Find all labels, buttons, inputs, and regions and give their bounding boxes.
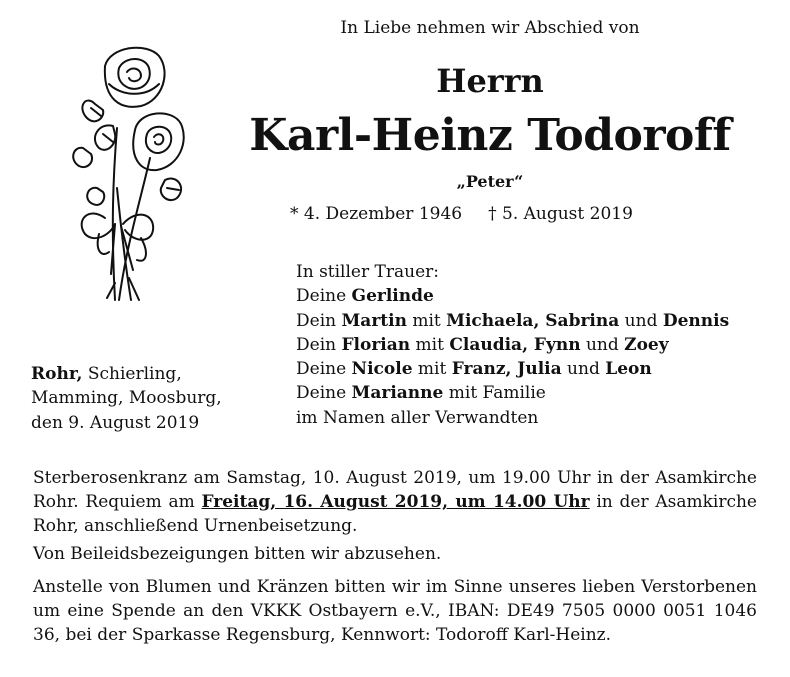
deceased-name: Karl-Heinz Todoroff bbox=[249, 110, 731, 161]
intro-line: In Liebe nehmen wir Abschied von bbox=[340, 18, 640, 38]
mourner-line: Deine Gerlinde bbox=[296, 286, 434, 307]
nickname: „Peter“ bbox=[456, 172, 524, 191]
death-date: † 5. August 2019 bbox=[488, 204, 633, 224]
service-info: Sterberosenkranz am Samstag, 10. August 2019, um 19.00 Uhr in der Asamkirche Rohr. Requiem am Freitag, 16. August 2019, um 14.00 Uhr in der Asamkirche Rohr, anschließend Urnenbeisetzung. bbox=[33, 468, 757, 536]
requiem-date: Freitag, 16. August 2019, um 14.00 Uhr bbox=[201, 492, 590, 512]
salutation: Herrn bbox=[436, 62, 544, 100]
birth-date: * 4. Dezember 1946 bbox=[290, 204, 463, 224]
donation-note: Anstelle von Blumen und Kränzen bitten wir im Sinne unseres lieben Verstorbenen um eine Spende an den VKKK Ostbayern e.V., IBAN: DE49 7505 0000 0051 1046 36, bei der Sparkasse Regensburg, Kennwort: Todoroff Karl-Heinz. bbox=[33, 577, 757, 645]
mourner-line: im Namen aller Verwandten bbox=[296, 407, 539, 428]
mourner-line: Dein Martin mit Michaela, Sabrina und Dennis bbox=[296, 310, 730, 331]
condolence-note: Von Beileidsbezeigungen bitten wir abzusehen. bbox=[33, 544, 442, 564]
mourner-line: Deine Marianne mit Familie bbox=[296, 383, 546, 404]
town-name: Rohr, bbox=[31, 364, 83, 384]
mourners-block bbox=[296, 260, 729, 430]
life-dates bbox=[290, 204, 633, 224]
rose-icon bbox=[55, 38, 205, 308]
mourner-line: Deine Nicole mit Franz, Julia und Leon bbox=[296, 359, 652, 380]
mourning-intro: In stiller Trauer: bbox=[296, 262, 439, 282]
place-and-date: Rohr, Schierling, Mamming, Moosburg, den 9. August 2019 bbox=[31, 364, 222, 433]
mourner-line: Dein Florian mit Claudia, Fynn und Zoey bbox=[296, 334, 669, 355]
